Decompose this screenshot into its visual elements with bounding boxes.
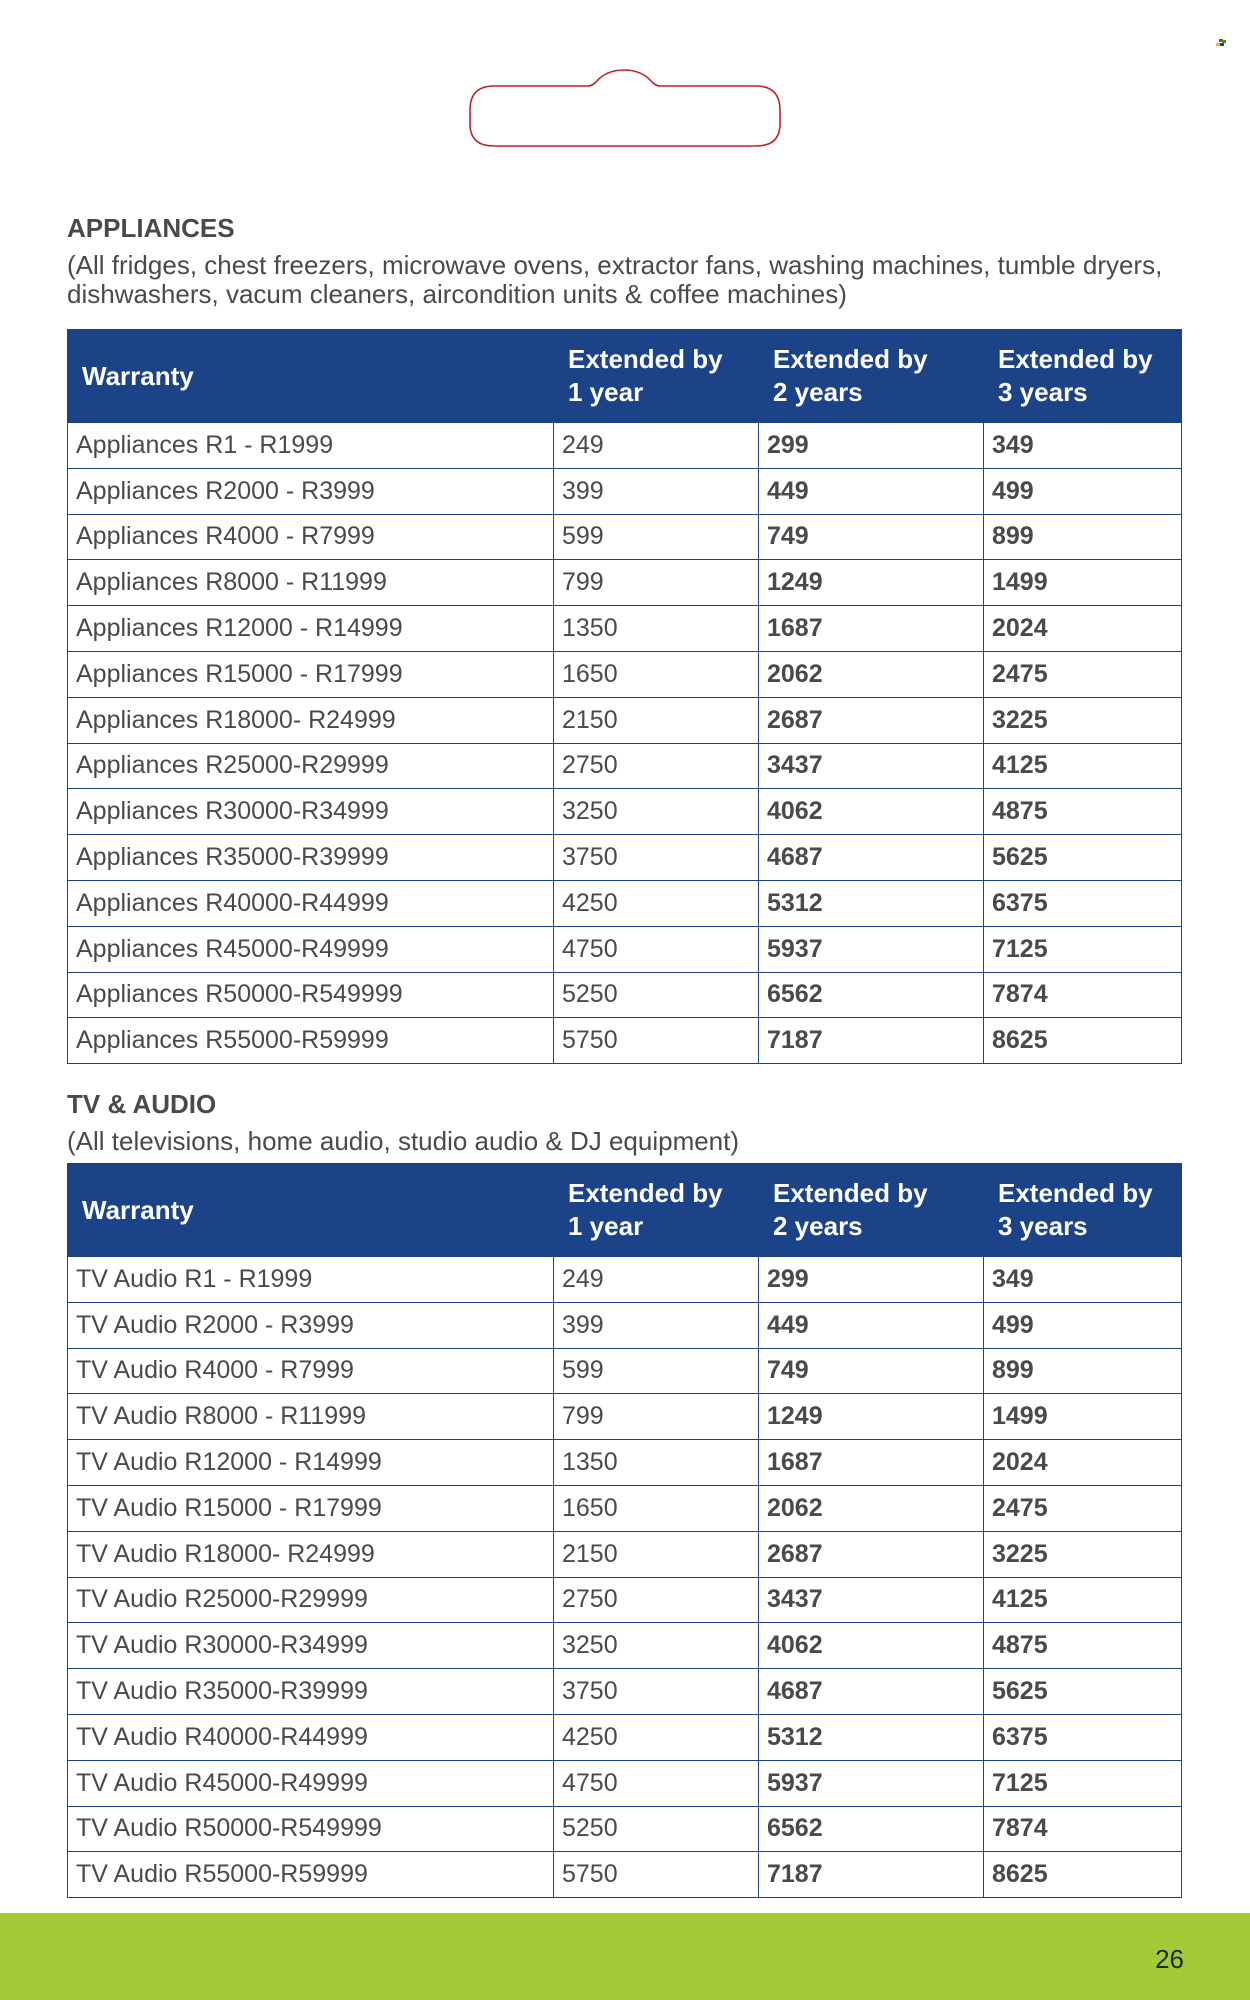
three-year-cell: 2475 <box>984 651 1182 697</box>
price-range-cell: Appliances R55000-R59999 <box>68 1018 554 1064</box>
table-row <box>68 697 1182 743</box>
table-row <box>68 560 1182 606</box>
table-header-row <box>68 330 1182 423</box>
three-year-cell: 899 <box>984 514 1182 560</box>
price-range-cell: TV Audio R18000- R24999 <box>68 1531 554 1577</box>
table-row <box>68 1394 1182 1440</box>
one-year-cell: 1650 <box>554 651 759 697</box>
table-row <box>68 1531 1182 1577</box>
one-year-cell: 2750 <box>554 1577 759 1623</box>
two-year-cell: 4062 <box>759 789 984 835</box>
price-range-cell: Appliances R15000 - R17999 <box>68 651 554 697</box>
price-range-cell: Appliances R35000-R39999 <box>68 835 554 881</box>
two-year-cell: 6562 <box>759 1806 984 1852</box>
one-year-cell: 2150 <box>554 1531 759 1577</box>
price-range-cell: TV Audio R2000 - R3999 <box>68 1302 554 1348</box>
appliances-header-1: Extended by 1 year <box>554 330 759 423</box>
three-year-cell: 8625 <box>984 1018 1182 1064</box>
tv-audio-title: TV & AUDIO <box>67 1089 217 1119</box>
table-row <box>68 1852 1182 1898</box>
one-year-cell: 5250 <box>554 1806 759 1852</box>
two-year-cell: 449 <box>759 1302 984 1348</box>
one-year-cell: 3250 <box>554 1623 759 1669</box>
table-row <box>68 606 1182 652</box>
appliances-warranty-table <box>67 329 1182 1064</box>
table-row <box>68 468 1182 514</box>
table-row <box>68 743 1182 789</box>
price-range-cell: Appliances R2000 - R3999 <box>68 468 554 514</box>
price-range-cell: Appliances R25000-R29999 <box>68 743 554 789</box>
three-year-cell: 1499 <box>984 1394 1182 1440</box>
price-range-cell: TV Audio R40000-R44999 <box>68 1714 554 1760</box>
corner-color-dots <box>1216 39 1226 47</box>
footer-bar <box>0 1913 1250 2000</box>
appliances-header-3: Extended by 3 years <box>984 330 1182 423</box>
page-number: 26 <box>1155 1944 1184 1974</box>
two-year-cell: 1249 <box>759 1394 984 1440</box>
price-range-cell: TV Audio R8000 - R11999 <box>68 1394 554 1440</box>
table-row <box>68 972 1182 1018</box>
three-year-cell: 2024 <box>984 1440 1182 1486</box>
two-year-cell: 299 <box>759 1257 984 1303</box>
price-range-cell: TV Audio R1 - R1999 <box>68 1257 554 1303</box>
one-year-cell: 1350 <box>554 1440 759 1486</box>
three-year-cell: 2024 <box>984 606 1182 652</box>
price-range-cell: Appliances R12000 - R14999 <box>68 606 554 652</box>
table-row <box>68 1714 1182 1760</box>
three-year-cell: 7125 <box>984 926 1182 972</box>
table-row <box>68 423 1182 469</box>
one-year-cell: 799 <box>554 1394 759 1440</box>
table-row <box>68 1018 1182 1064</box>
table-row <box>68 1440 1182 1486</box>
table-row <box>68 1348 1182 1394</box>
one-year-cell: 3250 <box>554 789 759 835</box>
one-year-cell: 599 <box>554 1348 759 1394</box>
tab-outline-shape <box>466 66 784 150</box>
two-year-cell: 7187 <box>759 1018 984 1064</box>
three-year-cell: 5625 <box>984 835 1182 881</box>
three-year-cell: 6375 <box>984 1714 1182 1760</box>
table-row <box>68 1806 1182 1852</box>
one-year-cell: 399 <box>554 468 759 514</box>
one-year-cell: 599 <box>554 514 759 560</box>
three-year-cell: 1499 <box>984 560 1182 606</box>
three-year-cell: 2475 <box>984 1485 1182 1531</box>
table-row <box>68 789 1182 835</box>
price-range-cell: Appliances R30000-R34999 <box>68 789 554 835</box>
two-year-cell: 1687 <box>759 606 984 652</box>
three-year-cell: 3225 <box>984 697 1182 743</box>
three-year-cell: 349 <box>984 1257 1182 1303</box>
one-year-cell: 4750 <box>554 926 759 972</box>
two-year-cell: 5312 <box>759 880 984 926</box>
price-range-cell: Appliances R4000 - R7999 <box>68 514 554 560</box>
three-year-cell: 499 <box>984 468 1182 514</box>
table-row <box>68 514 1182 560</box>
price-range-cell: Appliances R8000 - R11999 <box>68 560 554 606</box>
table-row <box>68 1669 1182 1715</box>
tv-audio-warranty-table <box>67 1163 1182 1898</box>
three-year-cell: 8625 <box>984 1852 1182 1898</box>
two-year-cell: 449 <box>759 468 984 514</box>
one-year-cell: 5750 <box>554 1018 759 1064</box>
three-year-cell: 7874 <box>984 1806 1182 1852</box>
three-year-cell: 5625 <box>984 1669 1182 1715</box>
two-year-cell: 1687 <box>759 1440 984 1486</box>
price-range-cell: TV Audio R12000 - R14999 <box>68 1440 554 1486</box>
two-year-cell: 749 <box>759 514 984 560</box>
two-year-cell: 7187 <box>759 1852 984 1898</box>
two-year-cell: 4687 <box>759 1669 984 1715</box>
appliances-header-0: Warranty <box>68 330 554 423</box>
three-year-cell: 3225 <box>984 1531 1182 1577</box>
three-year-cell: 499 <box>984 1302 1182 1348</box>
two-year-cell: 299 <box>759 423 984 469</box>
three-year-cell: 4875 <box>984 789 1182 835</box>
two-year-cell: 6562 <box>759 972 984 1018</box>
price-range-cell: TV Audio R50000-R549999 <box>68 1806 554 1852</box>
two-year-cell: 4062 <box>759 1623 984 1669</box>
price-range-cell: TV Audio R45000-R49999 <box>68 1760 554 1806</box>
one-year-cell: 4250 <box>554 880 759 926</box>
table-row <box>68 926 1182 972</box>
two-year-cell: 2062 <box>759 651 984 697</box>
price-range-cell: Appliances R18000- R24999 <box>68 697 554 743</box>
table-row <box>68 1577 1182 1623</box>
table-row <box>68 835 1182 881</box>
one-year-cell: 2750 <box>554 743 759 789</box>
two-year-cell: 3437 <box>759 1577 984 1623</box>
appliances-header-2: Extended by 2 years <box>759 330 984 423</box>
table-row <box>68 1485 1182 1531</box>
price-range-cell: Appliances R45000-R49999 <box>68 926 554 972</box>
two-year-cell: 3437 <box>759 743 984 789</box>
two-year-cell: 4687 <box>759 835 984 881</box>
price-range-cell: TV Audio R15000 - R17999 <box>68 1485 554 1531</box>
table-row <box>68 1302 1182 1348</box>
one-year-cell: 3750 <box>554 1669 759 1715</box>
three-year-cell: 4875 <box>984 1623 1182 1669</box>
table-header-row <box>68 1164 1182 1257</box>
three-year-cell: 4125 <box>984 743 1182 789</box>
table-row <box>68 1623 1182 1669</box>
table-row <box>68 651 1182 697</box>
table-row <box>68 1760 1182 1806</box>
price-range-cell: TV Audio R4000 - R7999 <box>68 1348 554 1394</box>
one-year-cell: 1650 <box>554 1485 759 1531</box>
one-year-cell: 399 <box>554 1302 759 1348</box>
one-year-cell: 4250 <box>554 1714 759 1760</box>
one-year-cell: 2150 <box>554 697 759 743</box>
one-year-cell: 5750 <box>554 1852 759 1898</box>
three-year-cell: 899 <box>984 1348 1182 1394</box>
one-year-cell: 799 <box>554 560 759 606</box>
tv-audio-header-3: Extended by 3 years <box>984 1164 1182 1257</box>
three-year-cell: 349 <box>984 423 1182 469</box>
one-year-cell: 3750 <box>554 835 759 881</box>
tv-audio-description: (All televisions, home audio, studio audio & DJ equipment) <box>67 1126 740 1156</box>
appliances-description: (All fridges, chest freezers, microwave ovens, extractor fans, washing machines, tumble dryers, dishwashers, vacum cleaners, aircondition units & coffee machines) <box>67 250 1163 309</box>
one-year-cell: 5250 <box>554 972 759 1018</box>
two-year-cell: 1249 <box>759 560 984 606</box>
price-range-cell: TV Audio R25000-R29999 <box>68 1577 554 1623</box>
two-year-cell: 2687 <box>759 697 984 743</box>
appliances-title: APPLIANCES <box>67 213 235 243</box>
two-year-cell: 2062 <box>759 1485 984 1531</box>
price-range-cell: Appliances R40000-R44999 <box>68 880 554 926</box>
two-year-cell: 5937 <box>759 926 984 972</box>
price-range-cell: TV Audio R35000-R39999 <box>68 1669 554 1715</box>
two-year-cell: 749 <box>759 1348 984 1394</box>
one-year-cell: 4750 <box>554 1760 759 1806</box>
three-year-cell: 7874 <box>984 972 1182 1018</box>
one-year-cell: 249 <box>554 423 759 469</box>
price-range-cell: Appliances R1 - R1999 <box>68 423 554 469</box>
price-range-cell: TV Audio R55000-R59999 <box>68 1852 554 1898</box>
table-row <box>68 1257 1182 1303</box>
table-row <box>68 880 1182 926</box>
tv-audio-header-0: Warranty <box>68 1164 554 1257</box>
two-year-cell: 2687 <box>759 1531 984 1577</box>
three-year-cell: 7125 <box>984 1760 1182 1806</box>
two-year-cell: 5312 <box>759 1714 984 1760</box>
one-year-cell: 249 <box>554 1257 759 1303</box>
price-range-cell: Appliances R50000-R549999 <box>68 972 554 1018</box>
tv-audio-header-1: Extended by 1 year <box>554 1164 759 1257</box>
two-year-cell: 5937 <box>759 1760 984 1806</box>
one-year-cell: 1350 <box>554 606 759 652</box>
three-year-cell: 6375 <box>984 880 1182 926</box>
price-range-cell: TV Audio R30000-R34999 <box>68 1623 554 1669</box>
three-year-cell: 4125 <box>984 1577 1182 1623</box>
tv-audio-header-2: Extended by 2 years <box>759 1164 984 1257</box>
